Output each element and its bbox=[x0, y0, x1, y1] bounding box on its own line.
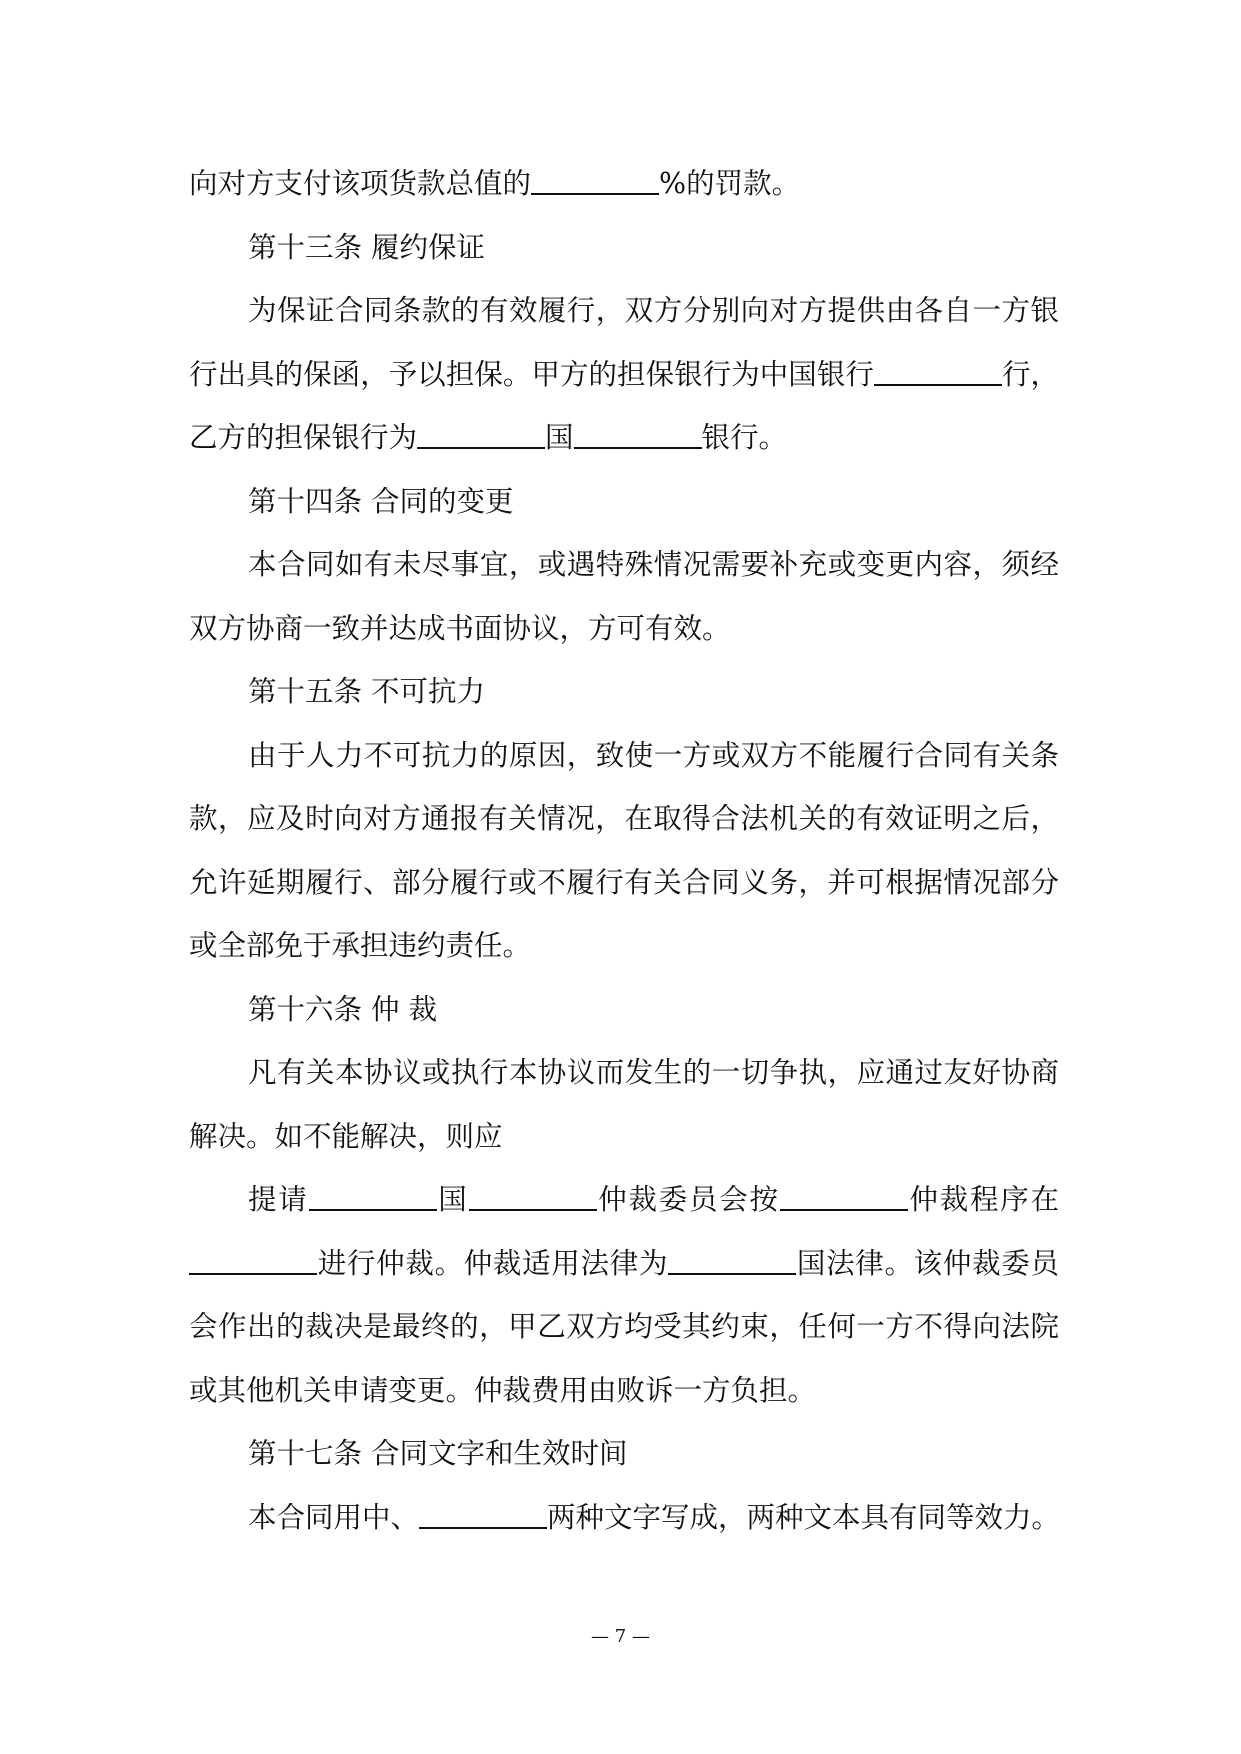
text-line: 行出具的保函，予以担保。甲方的担保银行为中国银行 行， bbox=[189, 358, 1059, 391]
text-line: 提请 国 仲裁委员会按 仲裁程序在 bbox=[248, 1183, 1059, 1216]
fill-blank bbox=[419, 1501, 547, 1529]
text-line: 允许延期履行、部分履行或不履行有关合同义务，并可根据情况部分 bbox=[189, 866, 1059, 899]
text-line: 进行仲裁。仲裁适用法律为 国法律。该仲裁委员 bbox=[189, 1244, 1059, 1284]
text-line: 乙方的担保银行为 国 银行。 bbox=[189, 421, 788, 454]
article-13-heading: 第十三条 履约保证 bbox=[248, 231, 486, 264]
fill-blank bbox=[874, 358, 1002, 386]
text-line: 双方协商一致并达成书面协议，方可有效。 bbox=[189, 612, 731, 645]
fill-blank bbox=[780, 1183, 908, 1211]
fill-blank bbox=[574, 421, 702, 449]
article-16-heading: 第十六条 仲 裁 bbox=[248, 993, 438, 1026]
fill-blank bbox=[417, 421, 545, 449]
text-line: 本合同如有未尽事宜，或遇特殊情况需要补充或变更内容，须经 bbox=[248, 548, 1059, 581]
text-line: 或全部免于承担违约责任。 bbox=[189, 929, 532, 962]
article-15-heading: 第十五条 不可抗力 bbox=[248, 675, 486, 708]
fill-blank bbox=[531, 167, 659, 195]
text-line: 或其他机关申请变更。仲裁费用由败诉一方负担。 bbox=[189, 1374, 817, 1407]
page-number: — 7 — bbox=[591, 1626, 650, 1647]
fill-blank bbox=[309, 1183, 437, 1211]
text-line: 由于人力不可抗力的原因，致使一方或双方不能履行合同有关条 bbox=[248, 739, 1059, 772]
text-line: 会作出的裁决是最终的，甲乙双方均受其约束，任何一方不得向法院 bbox=[189, 1310, 1059, 1343]
text-line: 本合同用中、 两种文字写成，两种文本具有同等效力。 bbox=[248, 1501, 1061, 1534]
text-line: 款，应及时向对方通报有关情况，在取得合法机关的有效证明之后， bbox=[189, 802, 1059, 835]
fill-blank bbox=[189, 1247, 317, 1275]
fill-blank bbox=[668, 1247, 796, 1275]
text-line: 凡有关本协议或执行本协议而发生的一切争执，应通过友好协商 bbox=[248, 1056, 1059, 1089]
fill-blank bbox=[469, 1183, 597, 1211]
article-14-heading: 第十四条 合同的变更 bbox=[248, 485, 514, 518]
text-line: 为保证合同条款的有效履行，双方分别向对方提供由各自一方银 bbox=[248, 294, 1059, 327]
text-line: 向对方支付该项货款总值的 %的罚款。 bbox=[189, 167, 801, 200]
text-line: 解决。如不能解决，则应 bbox=[189, 1120, 503, 1153]
article-17-heading: 第十七条 合同文字和生效时间 bbox=[248, 1437, 628, 1470]
